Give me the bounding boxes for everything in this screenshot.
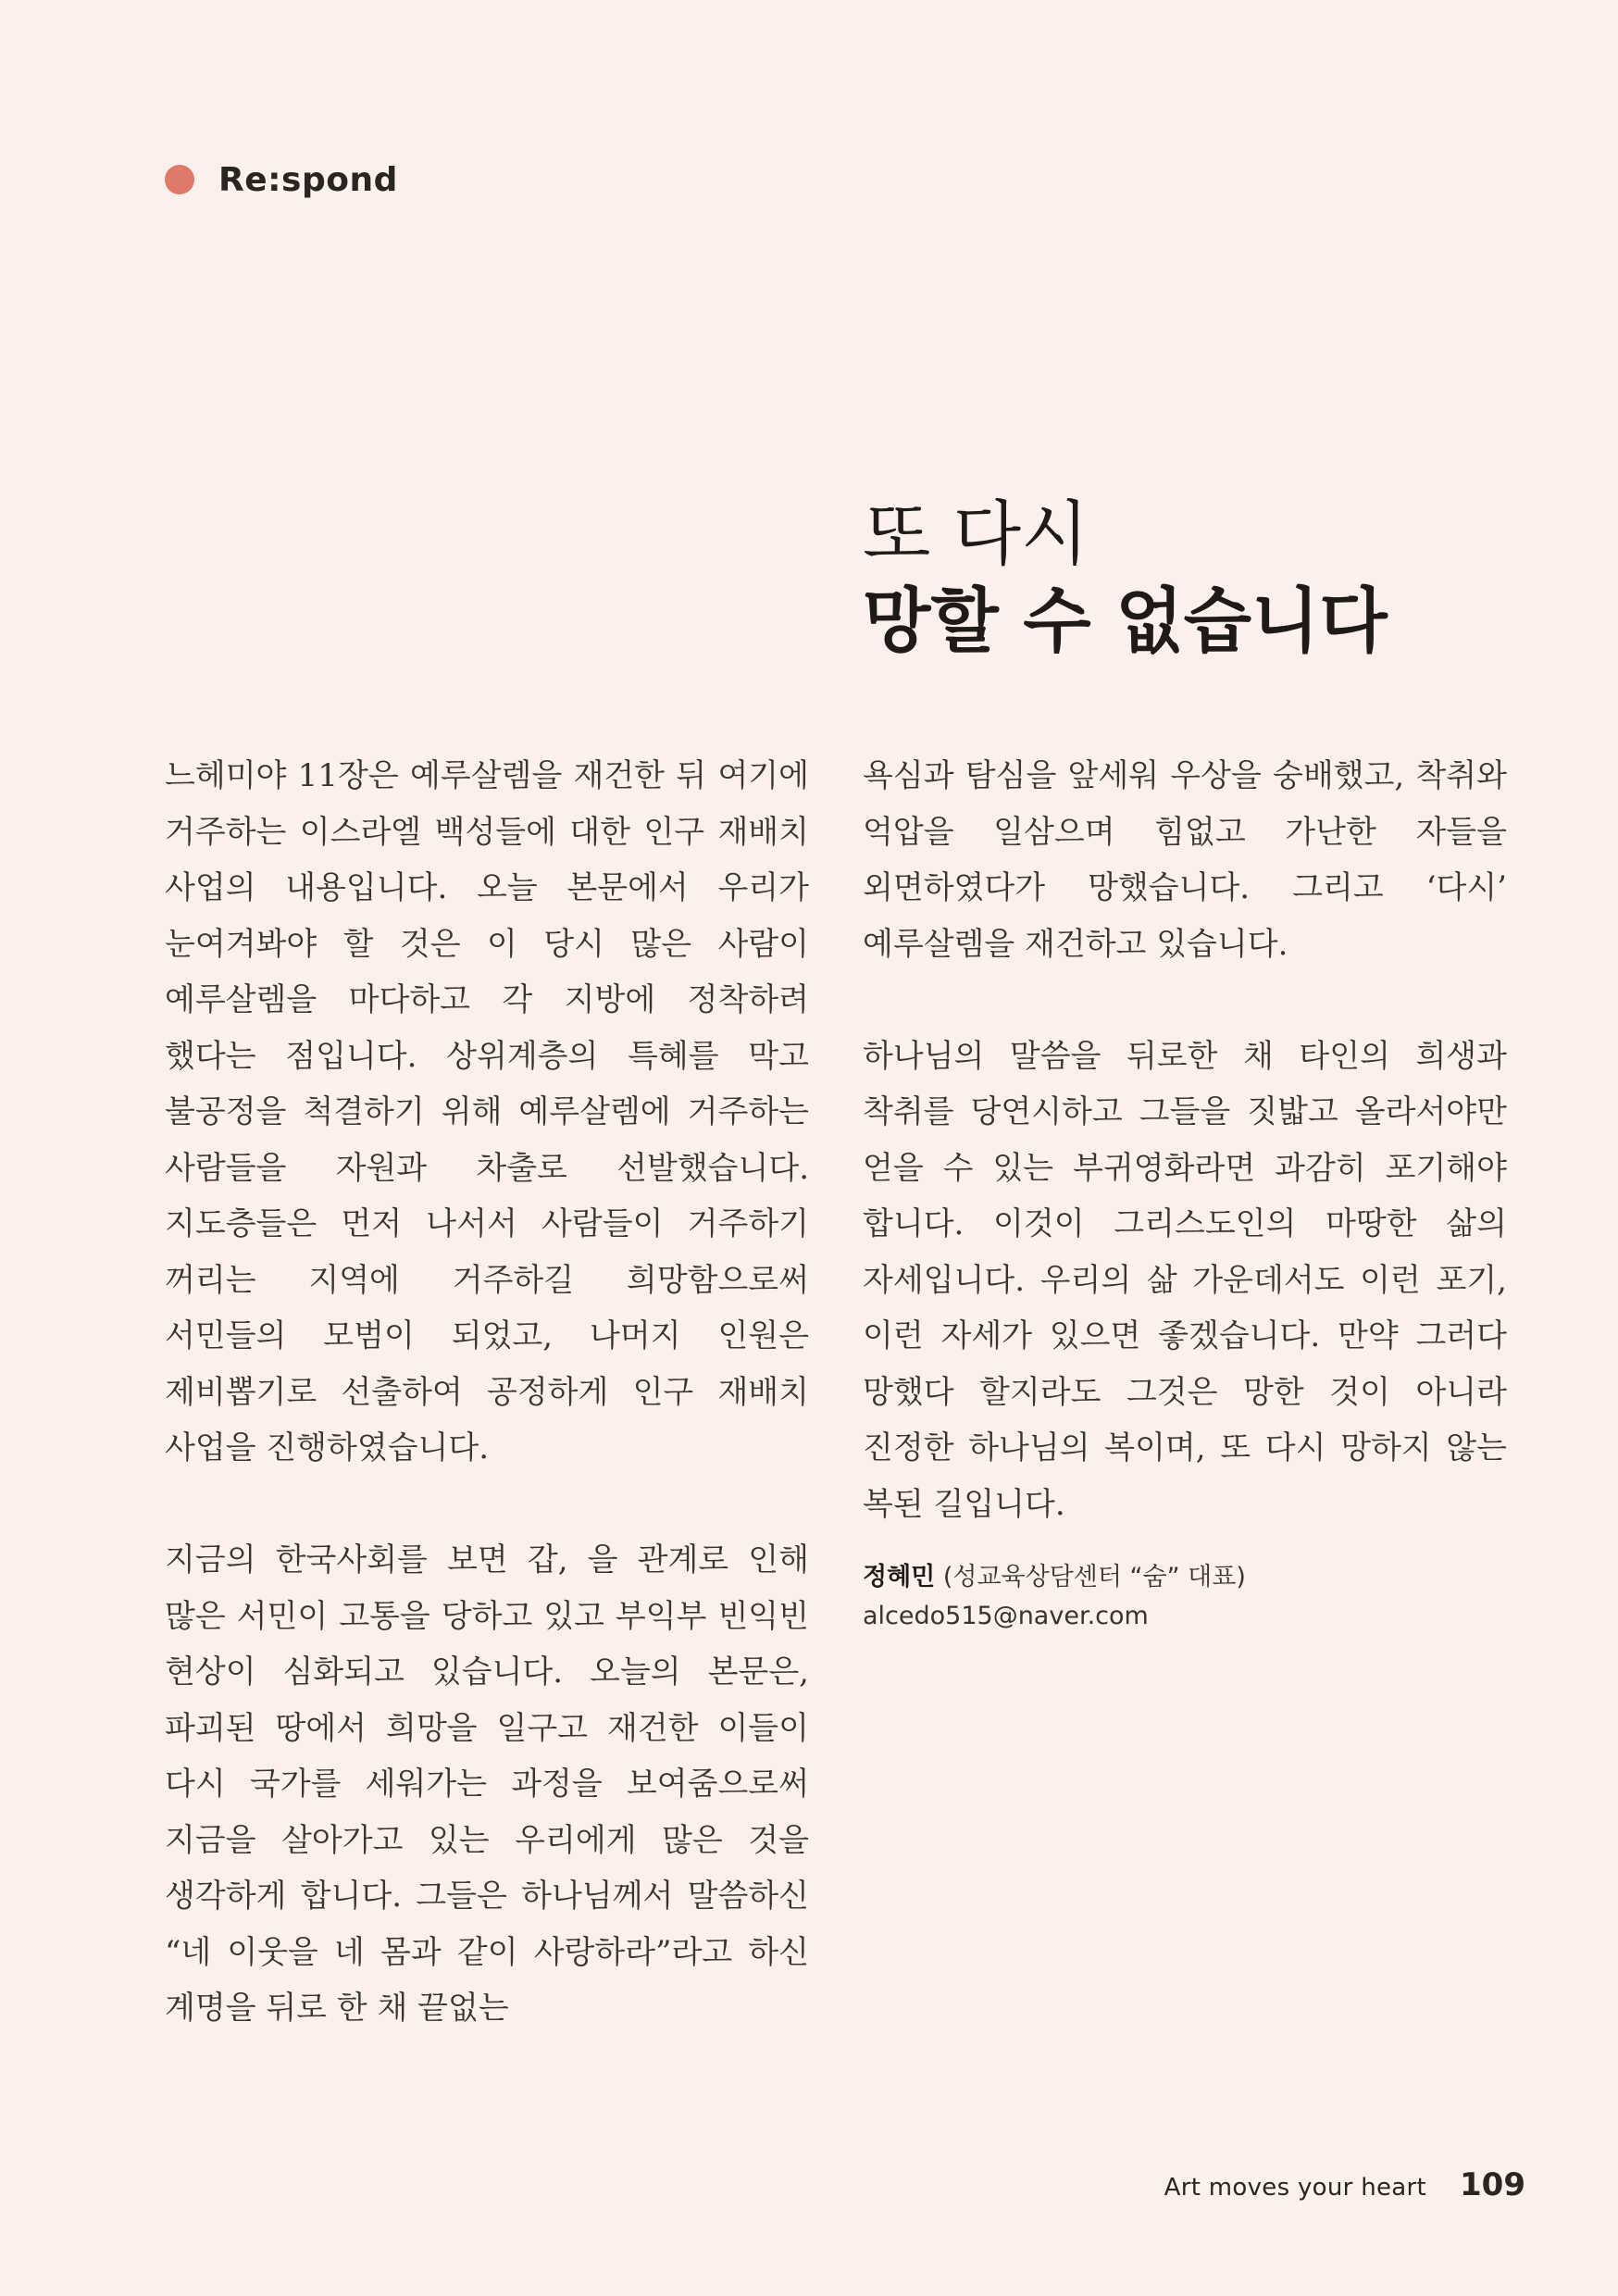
author-email: alcedo515@naver.com [863, 1602, 1149, 1630]
title-line-1: 또 다시 [863, 493, 1089, 575]
section-tag [165, 156, 398, 204]
article-title [863, 491, 1388, 665]
title-line-2: 망할 수 없습니다 [863, 580, 1388, 662]
section-label: Re:spond [218, 160, 398, 199]
left-paragraph-2: 지금의 한국사회를 보면 갑, 을 관계로 인해 많은 서민이 고통을 당하고 있고 부익부 빈익빈 현상이 심화되고 있습니다. 오늘의 본문은, 파괴된 땅에서 희망을 일구고 재건한 이들이 다시 국가를 세워가는 과정을 보여줌으로써 지금을 살아가고 있는 우리에게 많은 것을 생각하게 합니다. 그들은 하나님께서 말씀하신 “네 이웃을 네 몸과 같이 사랑하라”라고 하신 계명을 뒤로 한 채 끝없는 [165, 1541, 809, 2027]
left-column [165, 748, 809, 2092]
section-dot-icon [165, 165, 194, 194]
author-line [863, 1558, 1246, 1597]
author-block [863, 1558, 1246, 1636]
left-paragraph-1: 느헤미야 11장은 예루살렘을 재건한 뒤 여기에 거주하는 이스라엘 백성들에 대한 인구 재배치 사업의 내용입니다. 오늘 본문에서 우리가 눈여겨봐야 할 것은 이 당시 많은 사람이 예루살렘을 마다하고 각 지방에 정착하려 했다는 점입니다. 상위계층의 특혜를 막고 불공정을 척결하기 위해 예루살렘에 거주하는 사람들을 자원과 차출로 선발했습니다. 지도층들은 먼저 나서서 사람들이 거주하기 꺼리는 지역에 거주하길 희망함으로써 서민들의 모범이 되었고, 나머지 인원은 제비뽑기로 선출하여 공정하게 인구 재배치 사업을 진행하였습니다. [165, 757, 809, 1466]
right-paragraph-2: 하나님의 말씀을 뒤로한 채 타인의 희생과 착취를 당연시하고 그들을 짓밟고 올라서야만 얻을 수 있는 부귀영화라면 과감히 포기해야 합니다. 이것이 그리스도인의 마땅한 삶의 자세입니다. 우리의 삶 가운데서도 이런 포기, 이런 자세가 있으면 좋겠습니다. 만약 그러다 망했다 할지라도 그것은 망한 것이 아니라 진정한 하나님의 복이며, 또 다시 망하지 않는 복된 길입니다. [863, 1037, 1507, 1523]
right-column [863, 748, 1507, 1589]
author-affiliation: (성교육상담센터 “숨” 대표) [942, 1563, 1246, 1591]
page-footer [1164, 2166, 1525, 2203]
author-name: 정혜민 [863, 1563, 936, 1591]
right-paragraph-1: 욕심과 탐심을 앞세워 우상을 숭배했고, 착취와 억압을 일삼으며 힘없고 가난한 자들을 외면하였다가 망했습니다. 그리고 ‘다시’ 예루살렘을 재건하고 있습니다. [863, 757, 1507, 963]
footer-tagline: Art moves your heart [1164, 2174, 1427, 2202]
page-number: 109 [1460, 2166, 1525, 2203]
